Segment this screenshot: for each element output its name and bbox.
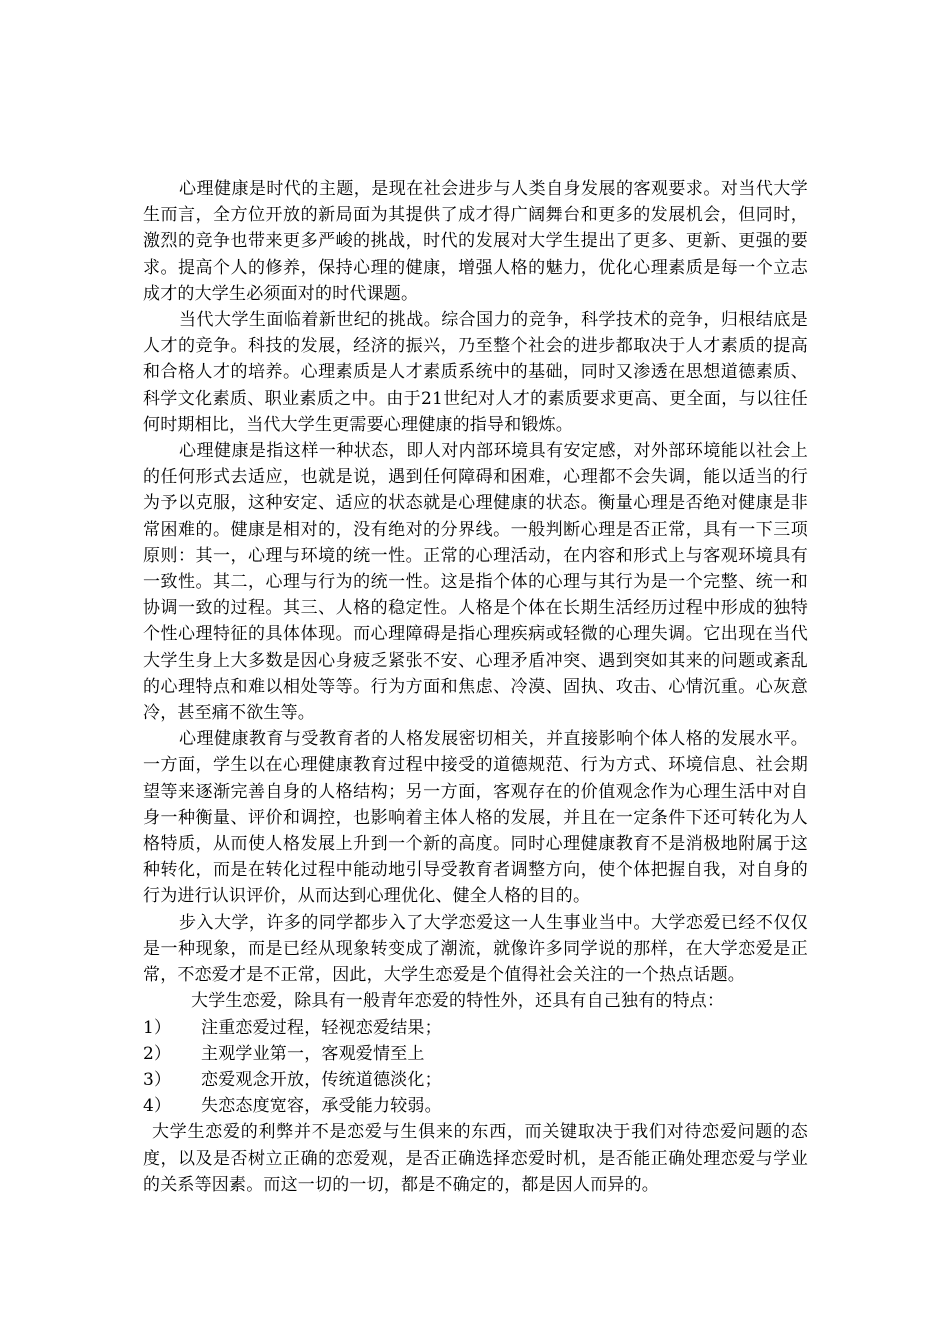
list-item-number: 1） xyxy=(143,1017,172,1038)
list-item-text: 失恋态度宽容，承受能力较弱。 xyxy=(201,1096,442,1117)
paragraph-mental-health-definition: 心理健康是指这样一种状态，即人对内部环境具有安定感，对外部环境能以社会上的任何形式去适应，也就是说，遇到任何障碍和困难，心理都不会失调，能以适当的行为予以克服，这种安定、适应的状态就是心理健康的状态。衡量心理是否绝对健康是非常困难的。健康是相对的，没有绝对的分界线。一般判断心理是否正常，具有一下三项原则：其一，心理与环境的统一性。正常的心理活动，在内容和形式上与客观环境具有一致性。其二，心理与行为的统一性。这是指个体的心理与其行为是一个完整、统一和协调一致的过程。其三、人格的稳定性。人格是个体在长期生活经历过程中形成的独特个性心理特征的具体体现。而心理障碍是指心理疾病或轻微的心理失调。它出现在当代大学生身上大多数是因心身疲乏紧张不安、心理矛盾冲突、遇到突如其来的问题或紊乱的心理特点和难以相处等等。行为方面和焦虑、冷漠、固执、攻击、心情沉重。心灰意冷，甚至痛不欲生等。 xyxy=(143,441,808,724)
paragraph-mental-health-theme: 心理健康是时代的主题，是现在社会进步与人类自身发展的客观要求。对当代大学生而言，全方位开放的新局面为其提供了成才得广阔舞台和更多的发展机会，但同时，激烈的竞争也带来更多严峻的挑战，时代的发展对大学生提出了更多、更新、更强的要求。提高个人的修养，保持心理的健康，增强人格的魅力，优化心理素质是每一个立志成才的大学生必须面对的时代课题。 xyxy=(143,179,808,304)
list-item xyxy=(143,1041,808,1067)
list-item-number: 4） xyxy=(143,1096,172,1117)
list-item xyxy=(143,1067,808,1093)
paragraph-personality-development: 心理健康教育与受教育者的人格发展密切相关，并直接影响个体人格的发展水平。一方面，学生以在心理健康教育过程中接受的道德规范、行为方式、环境信息、社会期望等来逐渐完善自身的人格结构；另一方面，客观存在的价值观念作为心理生活中对自身一种衡量、评价和调控，也影响着主体人格的发展，并且在一定条件下还可转化为人格特质，从而使人格发展上升到一个新的高度。同时心理健康教育不是消极地附属于这种转化，而是在转化过程中能动地引导受教育者调整方向，使个体把握自我，对自身的行为进行认识评价，从而达到心理优化、健全人格的目的。 xyxy=(143,729,808,907)
list-item-number: 3） xyxy=(143,1069,172,1090)
paragraph-campus-romance: 步入大学，许多的同学都步入了大学恋爱这一人生事业当中。大学恋爱已经不仅仅是一种现象，而是已经从现象转变成了潮流，就像许多同学说的那样，在大学恋爱是正常，不恋爱才是不正常，因此，大学生恋爱是个值得社会关注的一个热点话题。 xyxy=(143,912,808,986)
document-body xyxy=(143,176,808,1198)
list-item xyxy=(143,1015,808,1041)
list-item-text: 注重恋爱过程，轻视恋爱结果； xyxy=(201,1017,442,1038)
list-item-number: 2） xyxy=(143,1043,172,1064)
list-item-text: 主观学业第一，客观爱情至上 xyxy=(201,1043,425,1064)
romance-features-list xyxy=(143,1015,808,1120)
paragraph-romance-features-intro: 大学生恋爱，除具有一般青年恋爱的特性外，还具有自己独有的特点： xyxy=(191,991,725,1012)
list-item xyxy=(143,1093,808,1119)
paragraph-closing: 大学生恋爱的利弊并不是恋爱与生俱来的东西，而关键取决于我们对待恋爱问题的态度，以及是否树立正确的恋爱观，是否正确选择恋爱时机，是否能正确处理恋爱与学业的关系等因素。而这一切的一切，都是不确定的，都是因人而异的。 xyxy=(143,1122,808,1195)
list-item-text: 恋爱观念开放，传统道德淡化； xyxy=(201,1069,442,1090)
paragraph-new-century-challenge: 当代大学生面临着新世纪的挑战。综合国力的竞争，科学技术的竞争，归根结底是人才的竞争。科技的发展，经济的振兴，乃至整个社会的进步都取决于人才素质的提高和合格人才的培养。心理素质是人才素质系统中的基础，同时又渗透在思想道德素质、科学文化素质、职业素质之中。由于21世纪对人才的素质要求更高、更全面，与以往任何时期相比，当代大学生更需要心理健康的指导和锻炼。 xyxy=(143,310,808,435)
